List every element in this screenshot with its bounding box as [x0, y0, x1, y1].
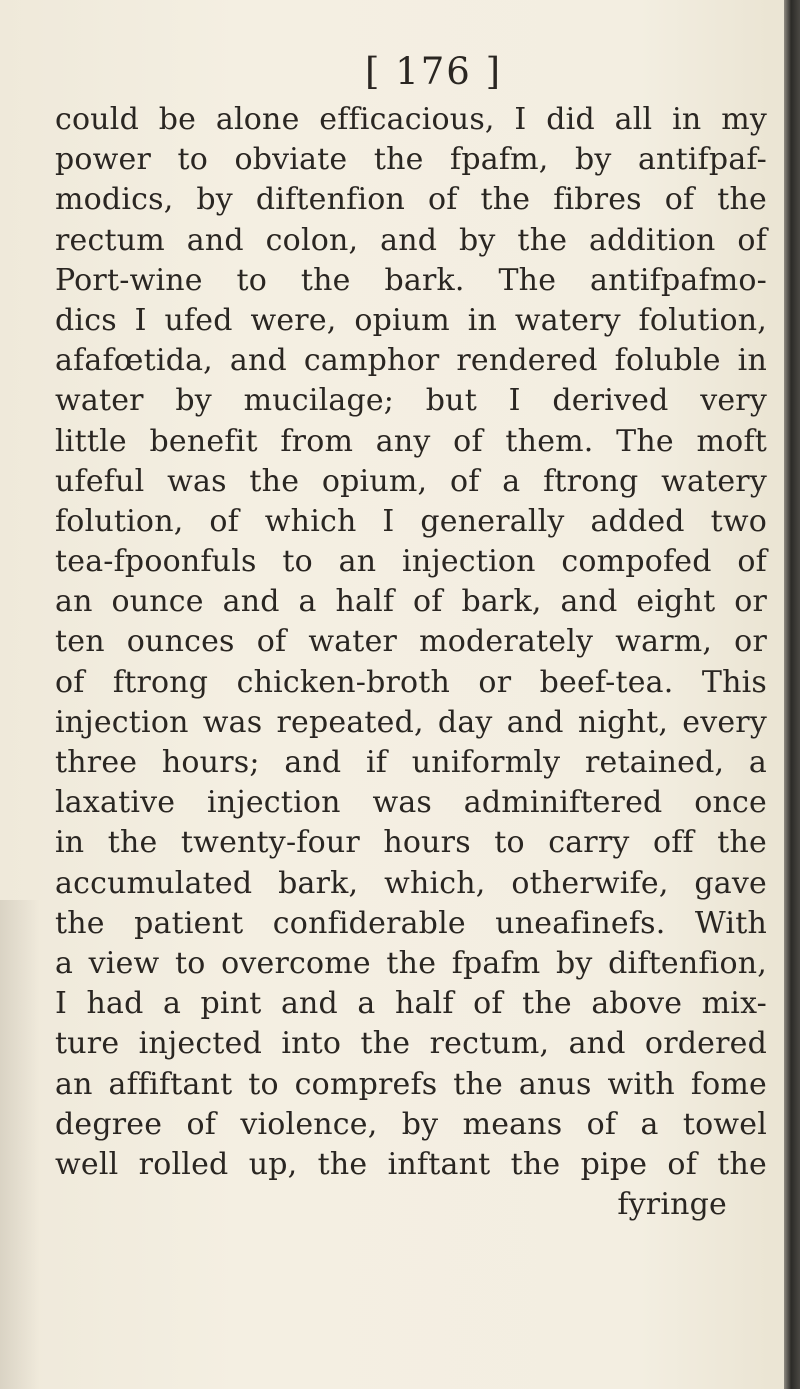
page-shadow — [0, 900, 40, 1389]
text-line: power to obviate the fpafm, by antifpaf- — [55, 142, 767, 178]
text-line: water by mucilage; but I derived very — [55, 383, 767, 419]
text-line: degree of violence, by means of a towel — [55, 1106, 767, 1142]
text-line: ufeful was the opium, of a ftrong watery — [55, 463, 767, 499]
text-line: of ftrong chicken-broth or beef-tea. This — [55, 664, 767, 700]
text-line: a view to overcome the fpafm by diftenfion, — [55, 945, 767, 981]
text-line: Port-wine to the bark. The antifpafmo- — [55, 262, 767, 298]
text-line: could be alone efficacious, I did all in my — [55, 102, 767, 137]
text-line: modics, by diftenfion of the fibres of the — [55, 182, 767, 218]
text-line: the patient confiderable uneafinefs. With — [55, 905, 767, 941]
text-line: I had a pint and a half of the above mix- — [55, 986, 767, 1022]
text-line: three hours; and if uniformly retained, a — [55, 745, 767, 780]
page-number-header: [ 176 ] — [365, 50, 503, 93]
text-line: laxative injection was adminiftered once — [55, 785, 767, 821]
text-line: an ounce and a half of bark, and eight or — [55, 584, 767, 620]
text-line: ten ounces of water moderately warm, or — [55, 624, 767, 660]
text-line: little benefit from any of them. The moft — [55, 423, 767, 459]
text-line: in the twenty-four hours to carry off the — [55, 825, 767, 861]
text-line: afafœtida, and camphor rendered foluble in — [55, 343, 767, 379]
catchword: fyringe — [617, 1187, 727, 1223]
body-text — [55, 100, 767, 1225]
text-line: dics I ufed were, opium in watery folution, — [55, 302, 767, 338]
text-line: injection was repeated, day and night, every — [55, 704, 767, 740]
text-line: rectum and colon, and by the addition of — [55, 222, 767, 258]
text-line: ture injected into the rectum, and ordered — [55, 1026, 767, 1062]
text-line: tea-fpoonfuls to an injection compofed of — [55, 544, 767, 580]
text-line: well rolled up, the inftant the pipe of the — [55, 1146, 767, 1182]
book-spine-edge — [784, 0, 800, 1389]
text-line: an affiftant to comprefs the anus with fome — [55, 1066, 767, 1102]
text-line: accumulated bark, which, otherwife, gave — [55, 865, 767, 901]
text-line: folution, of which I generally added two — [55, 503, 767, 539]
